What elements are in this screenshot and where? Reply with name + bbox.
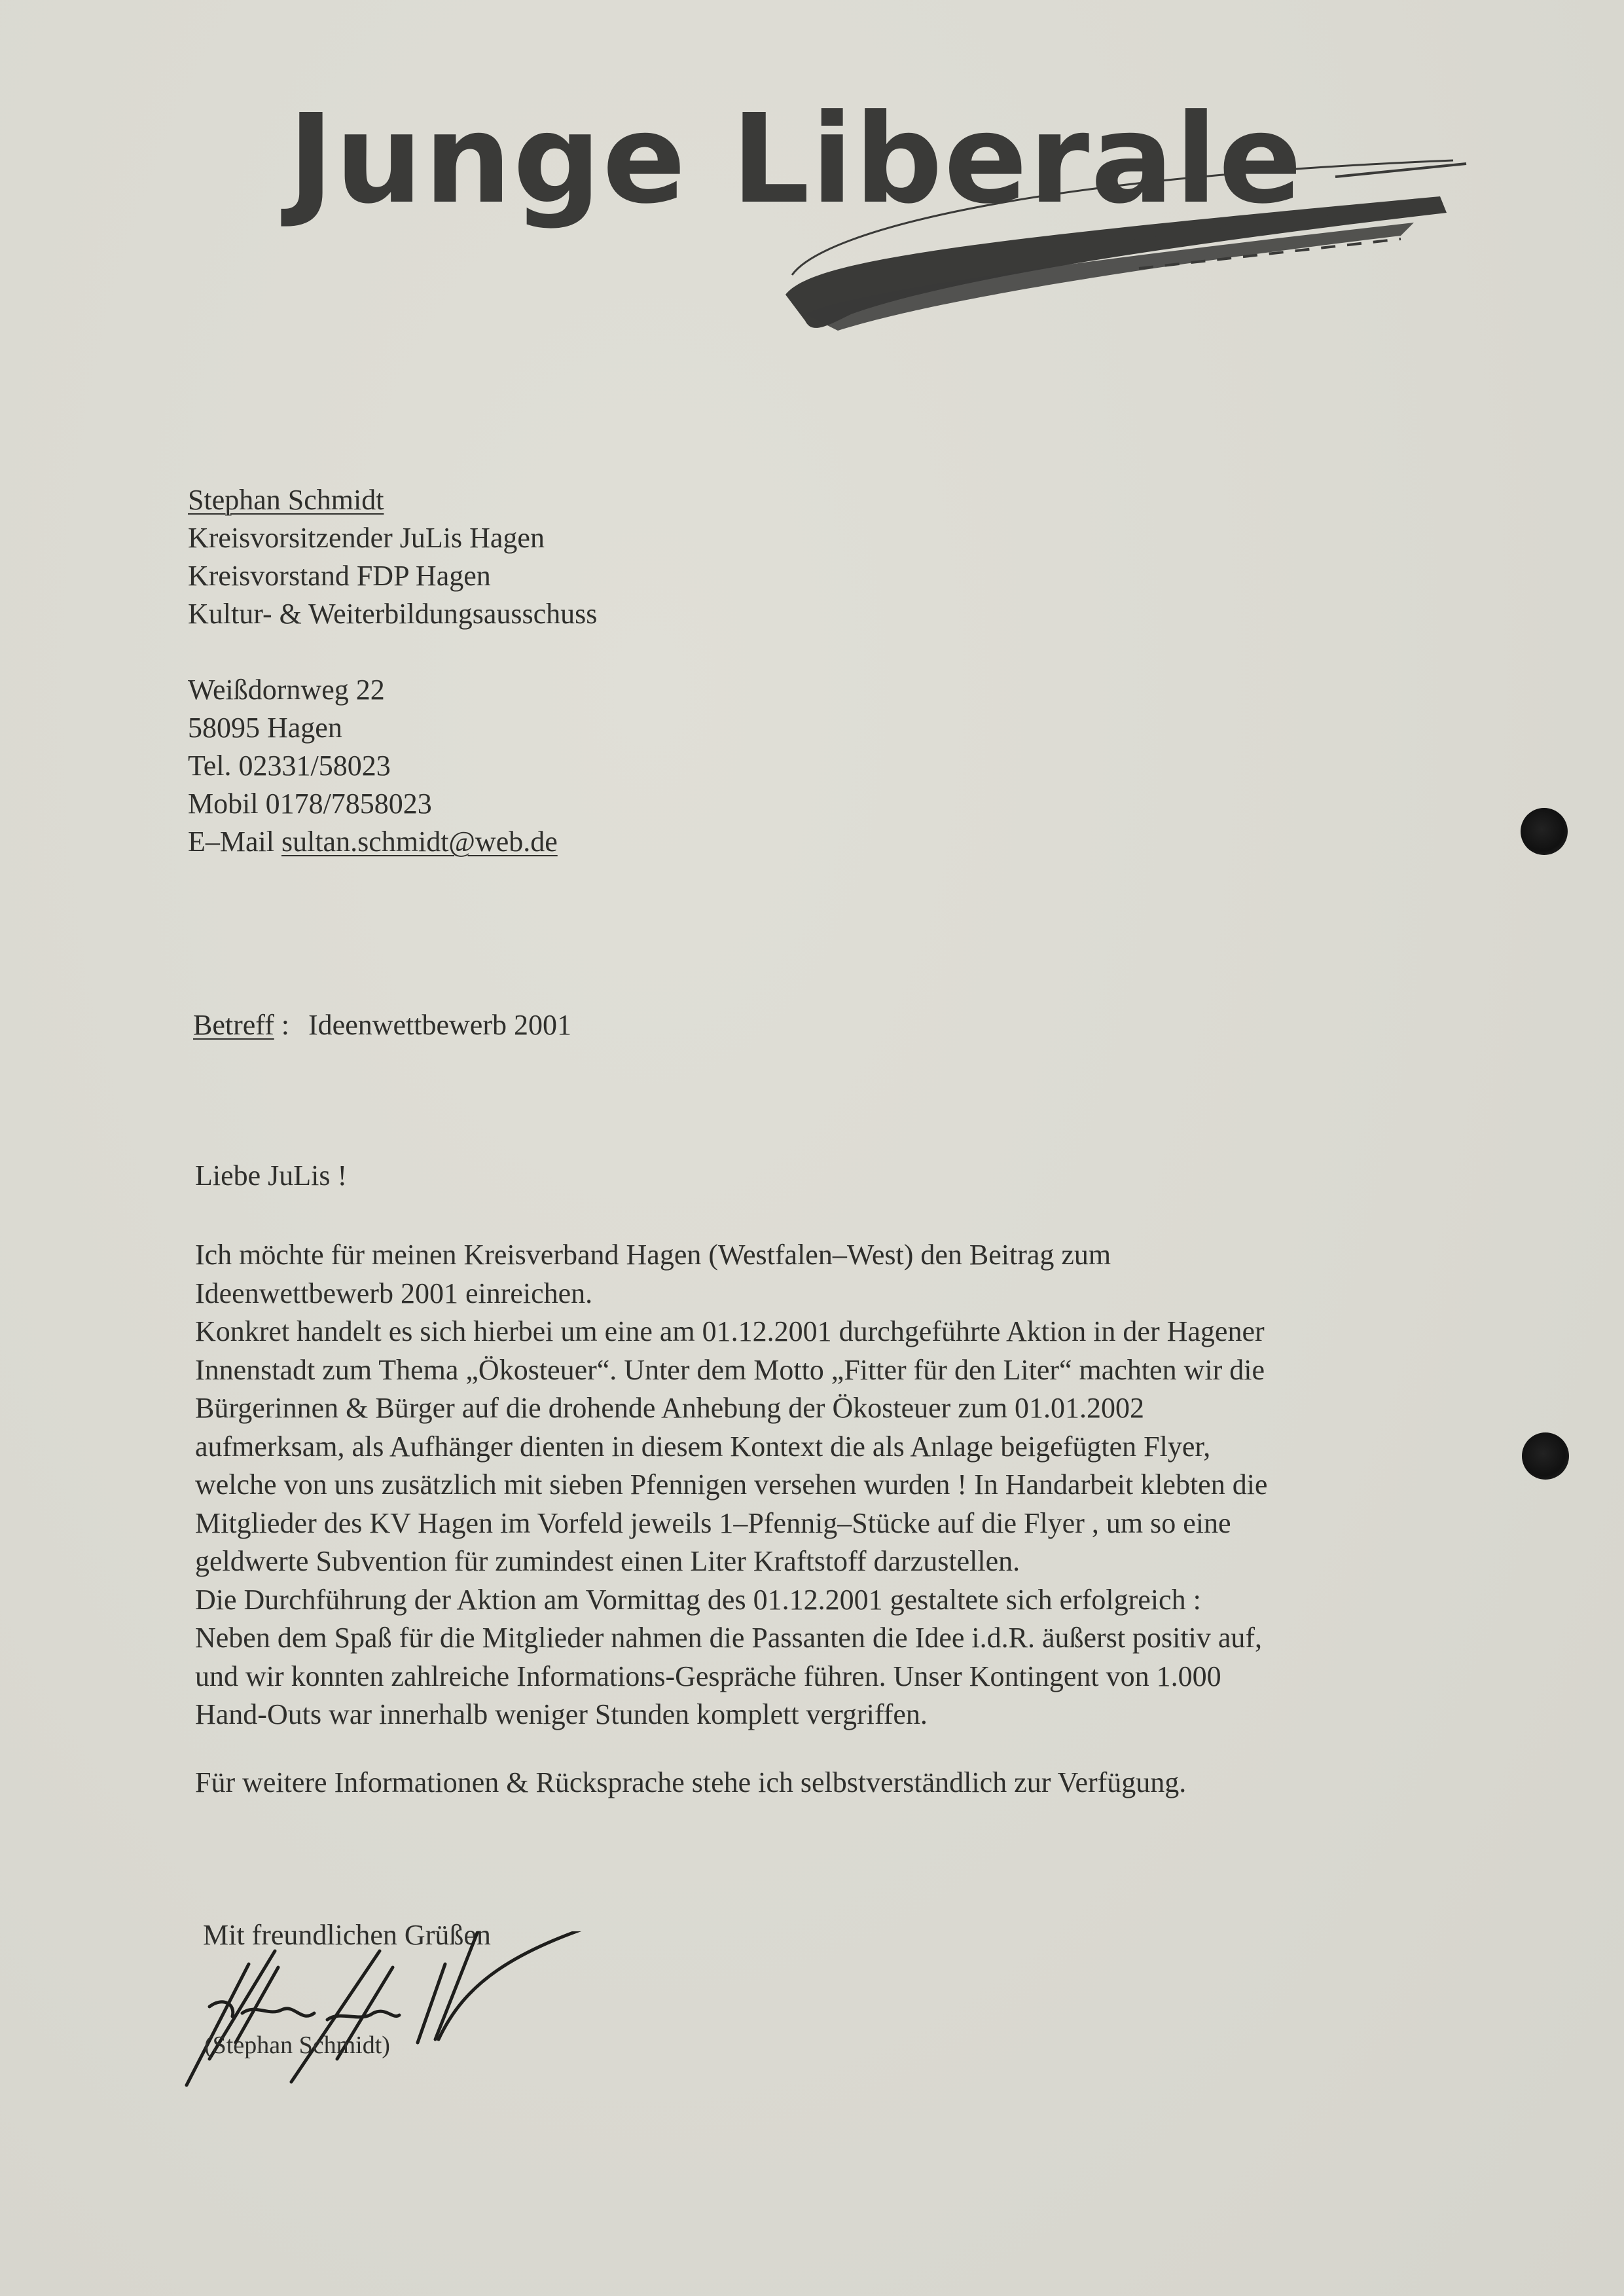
final-line: Für weitere Informationen & Rücksprache stehe ich selbstverständlich zur Verfügung. [195,1766,1187,1798]
subject-text: Ideenwettbewerb 2001 [308,1009,571,1041]
sender-email-row [188,823,597,861]
body-line: Bürgerinnen & Bürger auf die drohende Anhebung der Ökosteuer zum 01.01.2002 [195,1392,1145,1424]
punch-hole [1522,1432,1569,1480]
body-line: Neben dem Spaß für die Mitglieder nahmen die Passanten die Idee i.d.R. äußerst positiv auf, [195,1622,1263,1654]
letter-body [195,1236,1439,1734]
sender-phone: Tel. 02331/58023 [188,750,391,782]
subject-separator: : [281,1009,290,1041]
body-line: Mitglieder des KV Hagen im Vorfeld jeweils 1–Pfennig–Stücke auf die Flyer , um so eine [195,1506,1231,1539]
body-line: Ich möchte für meinen Kreisverband Hagen (Westfalen–West) den Beitrag zum [195,1239,1111,1271]
email-link[interactable]: sultan.schmidt@web.de [281,826,558,858]
signature-icon [170,1931,668,2102]
sender-name: Stephan Schmidt [188,484,384,516]
body-line: Konkret handelt es sich hierbei um eine am 01.12.2001 durchgeführte Aktion in der Hagener [195,1315,1265,1347]
sender-mobile: Mobil 0178/7858023 [188,788,432,820]
closing-greeting: Mit freundlichen Grüßen [203,1919,491,1951]
email-label: E–Mail [188,826,274,858]
body-line: welche von uns zusätzlich mit sieben Pfennigen versehen wurden ! In Handarbeit klebten die [195,1468,1268,1501]
logo-text: Junge Liberale [288,88,1304,231]
junge-liberale-logo [288,88,1492,406]
body-line: Innenstadt zum Thema „Ökosteuer“. Unter dem Motto „Fitter für den Liter“ machten wir die [195,1353,1265,1386]
sender-role: Kreisvorstand FDP Hagen [188,560,491,592]
sender-role: Kultur- & Weiterbildungsausschuss [188,598,598,630]
body-line: Die Durchführung der Aktion am Vormittag des 01.12.2001 gestaltete sich erfolgreich : [195,1583,1201,1616]
sender-city: 58095 Hagen [188,712,342,744]
sender-block [188,481,597,861]
subject-line [193,1008,571,1042]
body-line: Ideenwettbewerb 2001 einreichen. [195,1277,593,1309]
sender-role: Kreisvorsitzender JuLis Hagen [188,522,545,554]
body-line: Hand-Outs war innerhalb weniger Stunden komplett vergriffen. [195,1698,928,1730]
punch-hole [1521,808,1568,855]
subject-label: Betreff [193,1009,274,1041]
sender-street: Weißdornweg 22 [188,674,385,706]
printed-name: (Stephan Schmidt) [204,2032,390,2059]
body-line: und wir konnten zahlreiche Informations-Gespräche führen. Unser Kontingent von 1.000 [195,1660,1221,1692]
body-line: geldwerte Subvention für zumindest einen Liter Kraftstoff darzustellen. [195,1545,1020,1577]
body-line: aufmerksam, als Aufhänger dienten in diesem Kontext die als Anlage beigefügten Flyer, [195,1430,1211,1463]
salutation: Liebe JuLis ! [195,1159,348,1192]
